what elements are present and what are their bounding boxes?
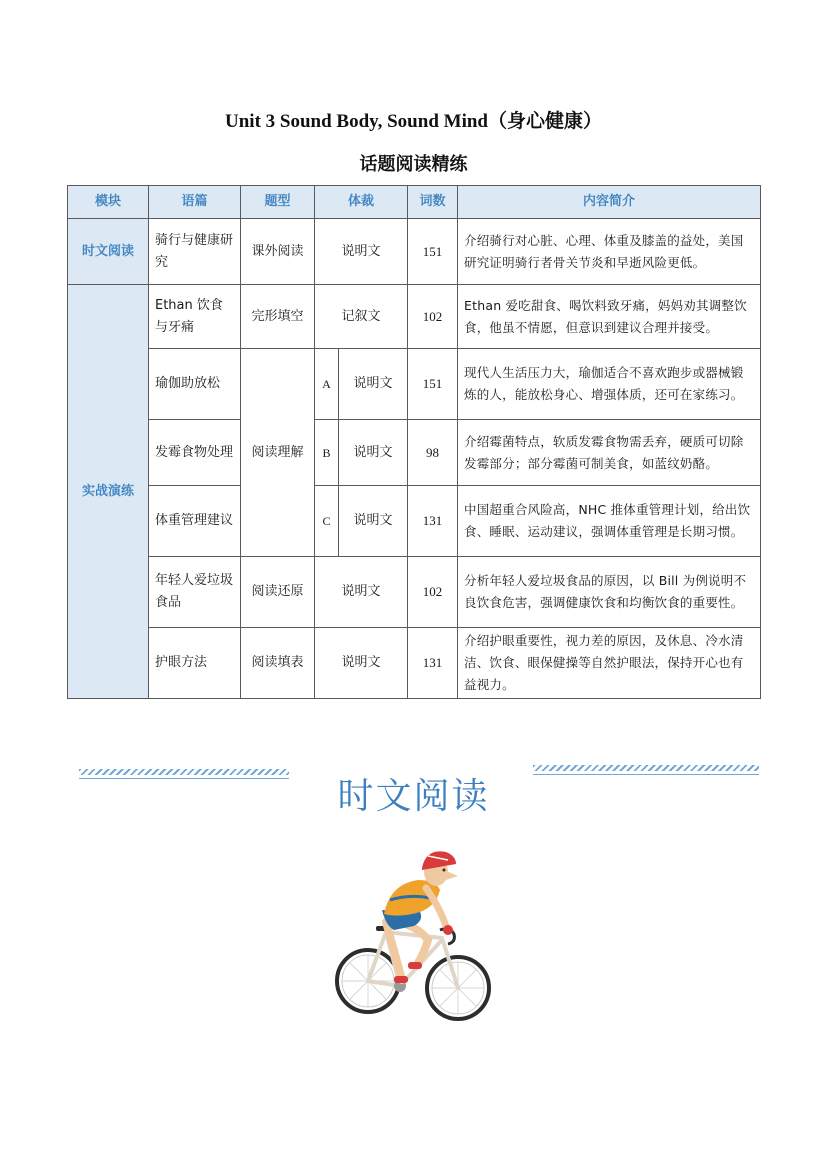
genre-cell: 说明文	[315, 219, 408, 285]
module-cell: 时文阅读	[68, 219, 149, 285]
cyclist-illustration	[330, 848, 500, 1028]
table-row	[68, 420, 761, 486]
genre-cell: 说明文	[339, 486, 408, 557]
part-label: A	[315, 349, 339, 420]
desc-cell: 介绍霉菌特点，软质发霉食物需丢弃，硬质可切除发霉部分；部分霉菌可制美食，如蓝纹奶酪。	[458, 420, 761, 486]
part-label: C	[315, 486, 339, 557]
passage-cell: 骑行与健康研究	[149, 219, 241, 285]
header-type: 题型	[241, 186, 315, 219]
words-cell: 131	[408, 486, 458, 557]
passage-cell: 瑜伽助放松	[149, 349, 241, 420]
header-module: 模块	[68, 186, 149, 219]
page-subtitle: 话题阅读精练	[359, 154, 468, 175]
words-cell: 102	[408, 285, 458, 349]
desc-cell: 介绍骑行对心脏、心理、体重及膝盖的益处，美国研究证明骑行者骨关节炎和早逝风险更低。	[458, 219, 761, 285]
genre-cell: 说明文	[339, 349, 408, 420]
header-desc: 内容简介	[458, 186, 761, 219]
passage-cell: 体重管理建议	[149, 486, 241, 557]
passage-cell: 年轻人爱垃圾食品	[149, 557, 241, 628]
section-heading	[0, 760, 827, 820]
desc-cell: 分析年轻人爱垃圾食品的原因，以 Bill 为例说明不良饮食危害，强调健康饮食和均衡饮食的重要性。	[458, 557, 761, 628]
passage-cell: Ethan 饮食与牙痛	[149, 285, 241, 349]
type-cell: 完形填空	[241, 285, 315, 349]
table-row	[68, 285, 761, 349]
header-words: 词数	[408, 186, 458, 219]
type-cell: 阅读填表	[241, 628, 315, 699]
passage-cell: 发霉食物处理	[149, 420, 241, 486]
table-row	[68, 628, 761, 699]
section-title: 时文阅读	[337, 776, 490, 817]
genre-cell: 记叙文	[315, 285, 408, 349]
type-cell: 阅读理解	[241, 349, 315, 557]
genre-cell: 说明文	[339, 420, 408, 486]
desc-cell: 介绍护眼重要性，视力差的原因，及休息、冷水清洁、饮食、眼保健操等自然护眼法，保持开心也有益视力。	[458, 628, 761, 699]
table-row	[68, 557, 761, 628]
part-label: B	[315, 420, 339, 486]
words-cell: 131	[408, 628, 458, 699]
words-cell: 151	[408, 219, 458, 285]
words-cell: 98	[408, 420, 458, 486]
type-cell: 阅读还原	[241, 557, 315, 628]
words-cell: 102	[408, 557, 458, 628]
table-row	[68, 349, 761, 420]
desc-cell: 中国超重合风险高，NHC 推体重管理计划，给出饮食、睡眠、运动建议，强调体重管理是长期习惯。	[458, 486, 761, 557]
words-cell: 151	[408, 349, 458, 420]
table-header-row	[68, 186, 761, 219]
module-cell: 实战演练	[68, 285, 149, 699]
genre-cell: 说明文	[315, 557, 408, 628]
page-title: Unit 3 Sound Body, Sound Mind（身心健康）	[225, 111, 602, 132]
header-passage: 语篇	[149, 186, 241, 219]
desc-cell: 现代人生活压力大，瑜伽适合不喜欢跑步或器械锻炼的人，能放松身心、增强体质，还可在家练习。	[458, 349, 761, 420]
reading-table	[67, 185, 761, 699]
table-row	[68, 219, 761, 285]
genre-cell: 说明文	[315, 628, 408, 699]
passage-cell: 护眼方法	[149, 628, 241, 699]
table-row	[68, 486, 761, 557]
section-divider-right	[533, 765, 759, 777]
header-genre: 体裁	[315, 186, 408, 219]
desc-cell: Ethan 爱吃甜食、喝饮料致牙痛，妈妈劝其调整饮食，他虽不情愿，但意识到建议合理并接受。	[458, 285, 761, 349]
type-cell: 课外阅读	[241, 219, 315, 285]
